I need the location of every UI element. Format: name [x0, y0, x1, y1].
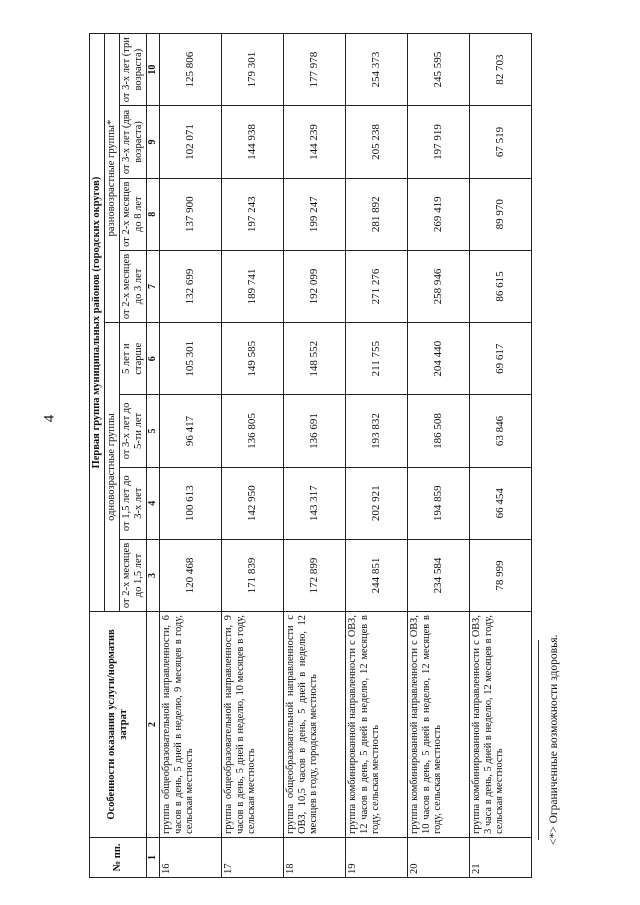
header-desc: Особенности оказания услуги/норматив затрат [90, 612, 147, 838]
value-cell: 205 238 [345, 106, 407, 178]
value-cell: 86 615 [469, 250, 531, 322]
rotated-table-region [89, 33, 534, 878]
value-cell: 144 938 [221, 106, 283, 178]
value-cell: 171 839 [221, 539, 283, 611]
header-col: от 3-х лет до 5-ти лет [120, 395, 147, 467]
table-row [407, 34, 469, 878]
value-cell: 136 805 [221, 395, 283, 467]
value-cell: 271 276 [345, 250, 407, 322]
row-number: 19 [345, 837, 407, 877]
value-cell: 149 585 [221, 323, 283, 395]
value-cell: 136 691 [283, 395, 345, 467]
value-cell: 192 099 [283, 250, 345, 322]
value-cell: 67 519 [469, 106, 531, 178]
value-cell: 202 921 [345, 467, 407, 539]
index-cell: 3 [147, 539, 160, 611]
index-cell: 4 [147, 467, 160, 539]
index-cell: 1 [147, 837, 160, 877]
value-cell: 144 239 [283, 106, 345, 178]
header-col: от 3-х лет (два возраста) [120, 106, 147, 178]
index-cell: 2 [147, 612, 160, 838]
table-row [283, 34, 345, 878]
index-cell: 6 [147, 323, 160, 395]
value-cell: 193 832 [345, 395, 407, 467]
index-cell: 9 [147, 106, 160, 178]
header-col: от 3-х лет (три возраста) [120, 34, 147, 106]
header-col: 5 лет и старше [120, 323, 147, 395]
value-cell: 177 978 [283, 34, 345, 106]
value-cell: 82 703 [469, 34, 531, 106]
value-cell: 269 419 [407, 178, 469, 250]
index-cell: 7 [147, 250, 160, 322]
table-row [469, 34, 531, 878]
value-cell: 69 617 [469, 323, 531, 395]
value-cell: 120 468 [159, 539, 221, 611]
value-cell: 258 946 [407, 250, 469, 322]
value-cell: 211 755 [345, 323, 407, 395]
value-cell: 137 900 [159, 178, 221, 250]
value-cell: 132 699 [159, 250, 221, 322]
row-description: группа комбинированной направленности с ОВЗ, 3 часа в день, 5 дней в неделю, 12 месяцев в году, сельская местность [469, 612, 531, 838]
row-number: 21 [469, 837, 531, 877]
value-cell: 244 851 [345, 539, 407, 611]
value-cell: 245 595 [407, 34, 469, 106]
value-cell: 78 999 [469, 539, 531, 611]
value-cell: 100 613 [159, 467, 221, 539]
value-cell: 254 373 [345, 34, 407, 106]
header-col: от 2-х месяцев до 8 лет [120, 178, 147, 250]
value-cell: 142 950 [221, 467, 283, 539]
header-col: от 2-х месяцев до 1,5 лет [120, 539, 147, 611]
value-cell: 89 970 [469, 178, 531, 250]
table-row [345, 34, 407, 878]
value-cell: 197 243 [221, 178, 283, 250]
value-cell: 204 440 [407, 323, 469, 395]
value-cell: 194 859 [407, 467, 469, 539]
value-cell: 105 301 [159, 323, 221, 395]
row-description: группа общеобразовательной направленности, 9 часов в день, 5 дней в неделю, 10 месяцев в году, сельская местность [221, 612, 283, 838]
header-num: № пп. [90, 837, 147, 877]
header-multi-age: разновозрастные группы* [105, 34, 120, 323]
cost-norm-table [89, 33, 532, 878]
header-group-title: Первая группа муниципальных районов (городских округов) [90, 34, 105, 612]
row-description: группа общеобразовательной направленности, 6 часов в день, 5 дней в неделю, 9 месяцев в году, сельская местность [159, 612, 221, 838]
table-row [159, 34, 221, 878]
row-description: группа общеобразовательной направленности с ОВЗ, 10,5 часов в день, 5 дней в неделю, 12 месяцев в году, городская местность [283, 612, 345, 838]
value-cell: 172 899 [283, 539, 345, 611]
value-cell: 96 417 [159, 395, 221, 467]
value-cell: 102 071 [159, 106, 221, 178]
value-cell: 125 806 [159, 34, 221, 106]
value-cell: 148 552 [283, 323, 345, 395]
value-cell: 189 741 [221, 250, 283, 322]
row-number: 18 [283, 837, 345, 877]
footnote: <*> Ограниченные возможности здоровья. [548, 634, 560, 845]
header-col: от 2-х месяцев до 3 лет [120, 250, 147, 322]
header-one-age: одновозрастные группы [105, 323, 120, 612]
row-number: 20 [407, 837, 469, 877]
value-cell: 63 846 [469, 395, 531, 467]
value-cell: 186 508 [407, 395, 469, 467]
value-cell: 66 454 [469, 467, 531, 539]
value-cell: 179 301 [221, 34, 283, 106]
value-cell: 281 892 [345, 178, 407, 250]
footnote-divider [538, 640, 539, 840]
value-cell: 143 317 [283, 467, 345, 539]
row-description: группа комбинированной направленности с ОВЗ, 10 часов в день, 5 дней в неделю, 12 месяцев в году, сельская местность [407, 612, 469, 838]
value-cell: 234 584 [407, 539, 469, 611]
value-cell: 197 919 [407, 106, 469, 178]
index-cell: 5 [147, 395, 160, 467]
table-row [221, 34, 283, 878]
row-description: группа комбинированной направленности с ОВЗ, 12 часов в день, 5 дней в неделю, 12 месяцев в году, сельская местность [345, 612, 407, 838]
page-number: 4 [41, 414, 58, 423]
value-cell: 199 247 [283, 178, 345, 250]
row-number: 17 [221, 837, 283, 877]
index-cell: 8 [147, 178, 160, 250]
index-cell: 10 [147, 34, 160, 106]
header-col: от 1,5 лет до 3-х лет [120, 467, 147, 539]
row-number: 16 [159, 837, 221, 877]
